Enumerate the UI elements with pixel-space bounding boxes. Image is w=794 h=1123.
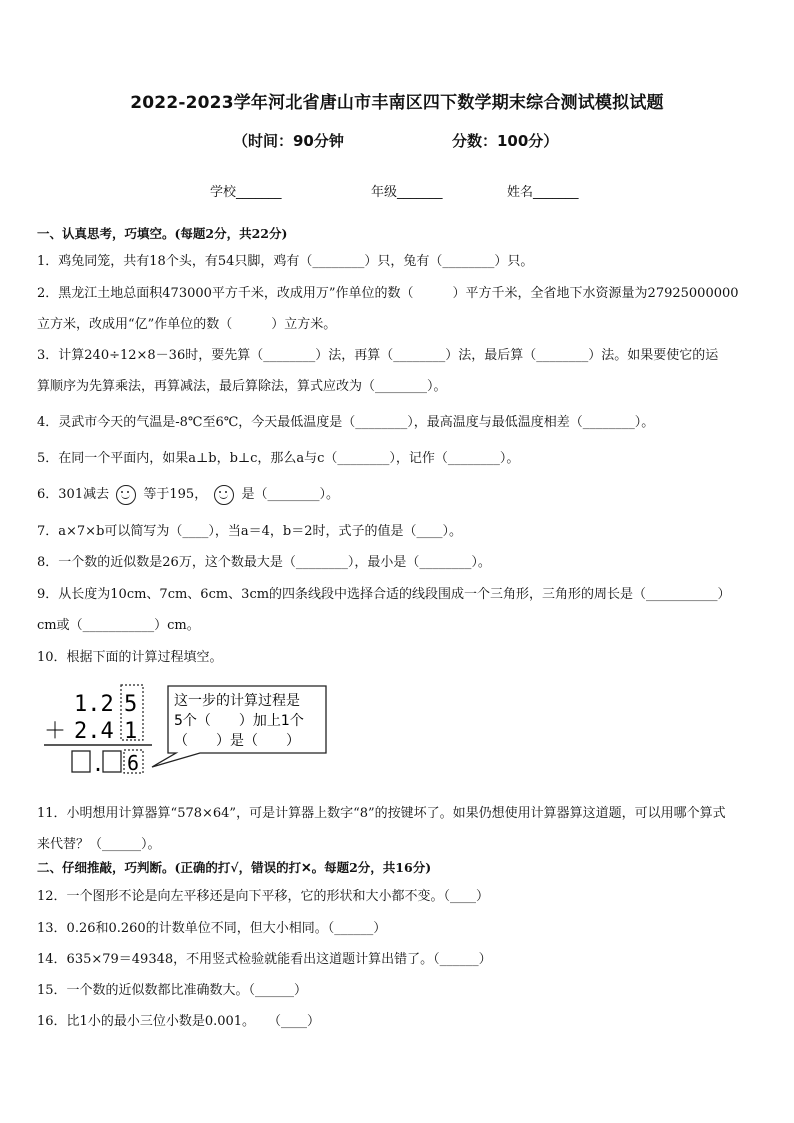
row-1-digits: 1.2 xyxy=(74,692,114,717)
question-3-line-2: 算顺序为先算乘法，再算减法，最后算除法，算式应改为（________）。 xyxy=(37,379,447,394)
question-6-part-3: 是（________）。 xyxy=(241,487,339,502)
bubble-line-1: 这一步的计算过程是 xyxy=(174,693,300,709)
question-4: 4．灵武市今天的气温是-8℃至6℃，今天最低温度是（________），最高温度与最低温度相差（________）。 xyxy=(37,415,655,430)
grade-field: 年级_______ xyxy=(371,185,443,200)
question-6 xyxy=(37,483,339,505)
question-6-part-1: 6．301减去 xyxy=(37,487,110,502)
name-field: 姓名_______ xyxy=(507,185,579,200)
row-1-last-digit: 5 xyxy=(124,692,138,717)
question-10: 10．根据下面的计算过程填空。 xyxy=(37,650,223,665)
question-14: 14．635×79＝49348，不用竖式检验就能看出这道题计算出错了。（______） xyxy=(37,952,492,967)
question-7: 7．a×7×b可以简写为（____），当a＝4，b＝2时，式子的值是（____）。 xyxy=(37,524,463,539)
question-2-line-2: 立方米，改成用“亿”作单位的数（ ）立方米。 xyxy=(37,317,337,332)
section-1-heading: 一、认真思考，巧填空。(每题2分，共22分) xyxy=(37,226,288,241)
row-2-last-digit: 1 xyxy=(124,719,138,744)
addition-figure xyxy=(40,683,340,778)
section-2-heading: 二、仔细推敲，巧判断。(正确的打√，错误的打✕。每题2分，共16分) xyxy=(37,860,432,875)
result-box-2 xyxy=(103,751,121,772)
question-12: 12．一个图形不论是向左平移还是向下平移，它的形状和大小都不变。（____） xyxy=(37,889,490,904)
smiley-face-icon xyxy=(214,485,234,505)
question-11-line-2: 来代替？（______）。 xyxy=(37,837,161,852)
question-1: 1．鸡兔同笼，共有18个头，有54只脚，鸡有（________）只，兔有（________）只。 xyxy=(37,254,534,269)
question-8: 8．一个数的近似数是26万，这个数最大是（________），最小是（________）。 xyxy=(37,555,491,570)
addition-figure-svg xyxy=(40,683,340,778)
score-label: 分数：100分） xyxy=(452,132,559,150)
question-5: 5．在同一个平面内，如果a⊥b，b⊥c，那么a与c（________），记作（________）。 xyxy=(37,451,520,466)
question-9-line-2: cm或（___________）cm。 xyxy=(37,618,200,633)
question-13: 13．0.26和0.260的计数单位不同，但大小相同。（______） xyxy=(37,921,387,936)
question-3-line-1: 3．计算240÷12×8－36时，要先算（________）法，再算（________）法，最后算（________）法。如果要使它的运 xyxy=(37,348,719,363)
bubble-line-2: 5个（ ）加上1个 xyxy=(174,713,304,729)
question-11-line-1: 11．小明想用计算器算“578×64”，可是计算器上数字“8”的按键坏了。如果仍想使用计算器算这道题，可以用哪个算式 xyxy=(37,806,726,821)
school-field: 学校_______ xyxy=(210,185,282,200)
question-9-line-1: 9．从长度为10cm、7cm、6cm、3cm的四条线段中选择合适的线段围成一个三角形，三角形的周长是（___________） xyxy=(37,587,731,602)
question-6-part-2: 等于195， xyxy=(143,487,208,502)
result-point: . xyxy=(92,752,105,776)
row-2-digits: 2.4 xyxy=(74,719,114,744)
question-16: 16．比1小的最小三位小数是0.001。 （____） xyxy=(37,1014,321,1029)
question-2-line-1: 2．黑龙江土地总面积473000平方千米，改成用万”作单位的数（ ）平方千米，全省地下水资源量为27925000000 xyxy=(37,286,739,301)
question-15: 15．一个数的近似数都比准确数大。（______） xyxy=(37,983,308,998)
result-box-1 xyxy=(72,751,90,772)
plus-sign: ＋ xyxy=(44,719,67,744)
result-last-digit: 6 xyxy=(127,751,140,775)
page-title: 2022-2023学年河北省唐山市丰南区四下数学期末综合测试模拟试题 xyxy=(130,93,664,113)
bubble-line-3: （ ）是（ ） xyxy=(174,733,300,749)
time-label: （时间：90分钟 xyxy=(233,132,344,150)
smiley-face-icon xyxy=(116,485,136,505)
